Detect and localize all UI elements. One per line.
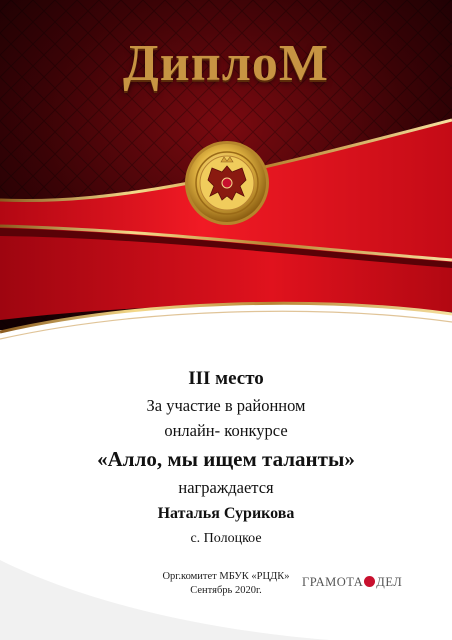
watermark-logo: [302, 575, 442, 593]
watermark-text-left: ГРАМОТА: [302, 575, 364, 589]
double-headed-eagle-medal-icon: [185, 141, 269, 225]
diploma-title: ДиплоМ: [123, 35, 329, 92]
recipient-village: с. Полоцкое: [190, 531, 262, 546]
awarded-label: награждается: [178, 478, 274, 497]
issue-date: Сентябрь 2020г.: [190, 585, 262, 596]
heart-icon: [364, 576, 375, 587]
watermark-text-right: ДЕЛ: [376, 575, 403, 589]
recipient-name: Наталья Сурикова: [157, 505, 295, 522]
award-text-block: [0, 368, 452, 547]
place-heading: III место: [188, 368, 264, 389]
reason-line-1: За участие в районном: [146, 396, 306, 415]
organizer-text: Орг.комитет МБУК «РЦДК»: [162, 571, 290, 582]
contest-name: «Алло, мы ищем таланты»: [97, 447, 355, 471]
reason-line-2: онлайн- конкурсе: [164, 421, 288, 440]
